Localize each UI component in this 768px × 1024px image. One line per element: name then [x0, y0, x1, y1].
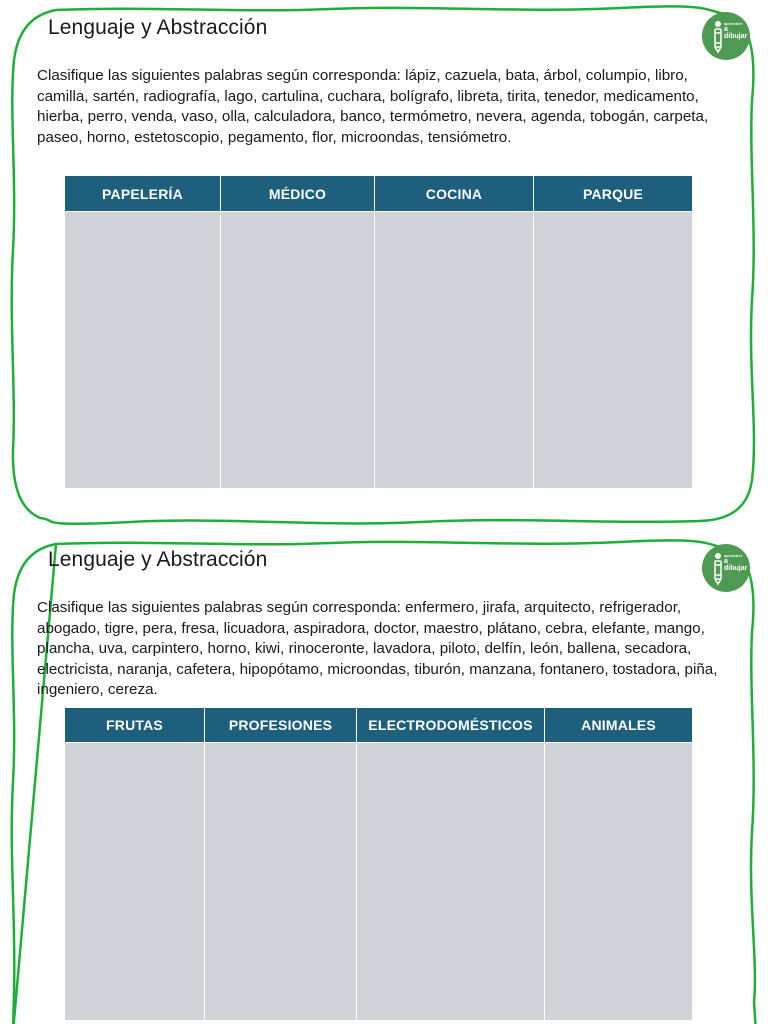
answer-cell-electrodomesticos[interactable] [357, 742, 545, 1020]
column-header-frutas: FRUTAS [65, 708, 205, 742]
brand-logo [702, 12, 750, 60]
classification-table [65, 708, 692, 1020]
column-header-medico: MÉDICO [221, 176, 375, 211]
exercise-card-2 [0, 532, 768, 1024]
column-header-profesiones: PROFESIONES [205, 708, 357, 742]
column-header-cocina: COCINA [375, 176, 534, 211]
answer-cell-medico[interactable] [221, 211, 375, 488]
classification-table [65, 176, 692, 488]
column-header-electrodomesticos: ELECTRODOMÉSTICOS [357, 708, 545, 742]
card-title: Lenguaje y Abstracción [48, 16, 268, 39]
card-title: Lenguaje y Abstracción [48, 548, 268, 571]
pencil-icon [715, 561, 721, 584]
answer-cell-animales[interactable] [545, 742, 692, 1020]
answer-cell-profesiones[interactable] [205, 742, 357, 1020]
instructions-text: Clasifique las siguientes palabras según corresponda: enfermero, jirafa, arquitecto, refrigerador, abogado, tigre, pera, fresa, licuadora, aspiradora, doctor, maestro, plátano, cebra, elefante, mango, plancha, uva, carpintero, horno, kiwi, rinoceronte, lavadora, piloto, delfín, león, ballena, secadora, electricista, naranja, cafetera, hipopótamo, microondas, tiburón, manzana, fontanero, tostadora, piña, ingeniero, cereza. [37, 599, 718, 698]
instructions-text: Clasifique las siguientes palabras según corresponda: lápiz, cazuela, bata, árbol, columpio, libro, camilla, sartén, radiografía, lago, cartulina, cuchara, bolígrafo, libreta, tirita, tenedor, medicamento, hierba, perro, venda, vaso, olla, calculadora, banco, termómetro, nevera, agenda, tobogán, carpeta, paseo, horno, estetoscopio, pegamento, flor, microondas, tensiómetro. [37, 67, 709, 146]
logo-big-text: a dibujar [724, 558, 748, 572]
pencil-icon [715, 29, 721, 52]
brand-logo [702, 544, 750, 592]
column-header-papeleria: PAPELERÍA [65, 176, 221, 211]
column-header-parque: PARQUE [534, 176, 692, 211]
logo-small-text: aprender [724, 553, 743, 558]
answer-cell-parque[interactable] [534, 211, 692, 488]
logo-big-text: a dibujar [724, 26, 748, 40]
logo-small-text: aprender [724, 21, 743, 26]
answer-cell-frutas[interactable] [65, 742, 205, 1020]
column-header-animales: ANIMALES [545, 708, 692, 742]
answer-cell-papeleria[interactable] [65, 211, 221, 488]
answer-cell-cocina[interactable] [375, 211, 534, 488]
